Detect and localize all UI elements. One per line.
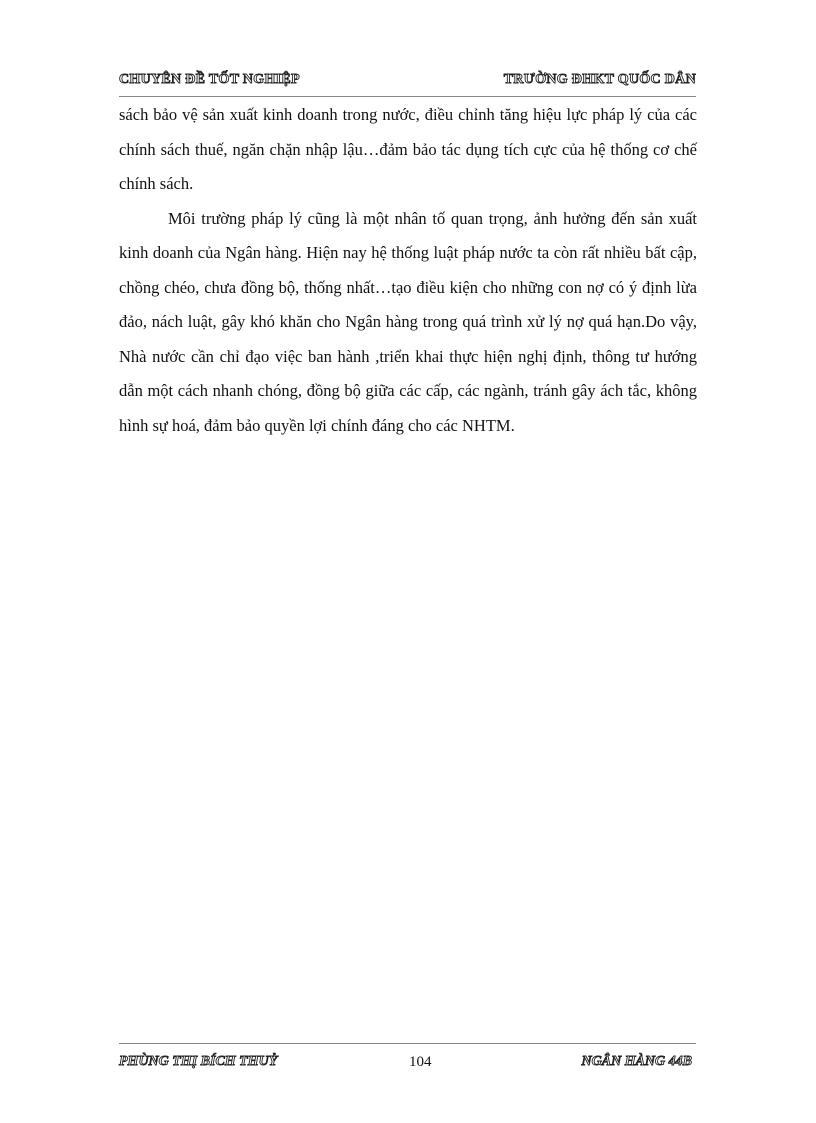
header-left-title: CHUYÊN ĐỀ TỐT NGHIỆP [119,72,300,87]
paragraph-continuation: sách bảo vệ sản xuất kinh doanh trong nước, điều chỉnh tăng hiệu lực pháp lý của các chính sách thuế, ngăn chặn nhập lậu…đảm bảo tác dụng tích cực của hệ thống cơ chế chính sách. [119,105,697,193]
page-header [119,70,696,97]
paragraph-legal-environment: Môi trường pháp lý cũng là một nhân tố quan trọng, ảnh hưởng đến sản xuất kinh doanh của Ngân hàng. Hiện nay hệ thống luật pháp nước ta còn rất nhiều bất cập, chồng chéo, chưa đồng bộ, thống nhất…tạo điều kiện cho những con nợ có ý định lừa đảo, nách luật, gây khó khăn cho Ngân hàng trong quá trình xử lý nợ quá hạn.Do vậy, Nhà nước cần chỉ đạo việc ban hành ,triển khai thực hiện nghị định, thông tư hướng dẫn một cách nhanh chóng, đồng bộ giữa các cấp, các ngành, tránh gây ách tắc, không hình sự hoá, đảm bảo quyền lợi chính đáng cho các NHTM. [119,208,697,435]
page-body [119,98,697,443]
footer-author: PHÙNG THỊ BÍCH THUỶ [119,1054,278,1069]
footer-class: NGÂN HÀNG 44B [581,1054,692,1069]
page-footer [119,1043,696,1084]
page-number: 104 [409,1054,432,1070]
header-right-title: TRƯỜNG ĐHKT QUỐC DÂN [503,72,696,87]
